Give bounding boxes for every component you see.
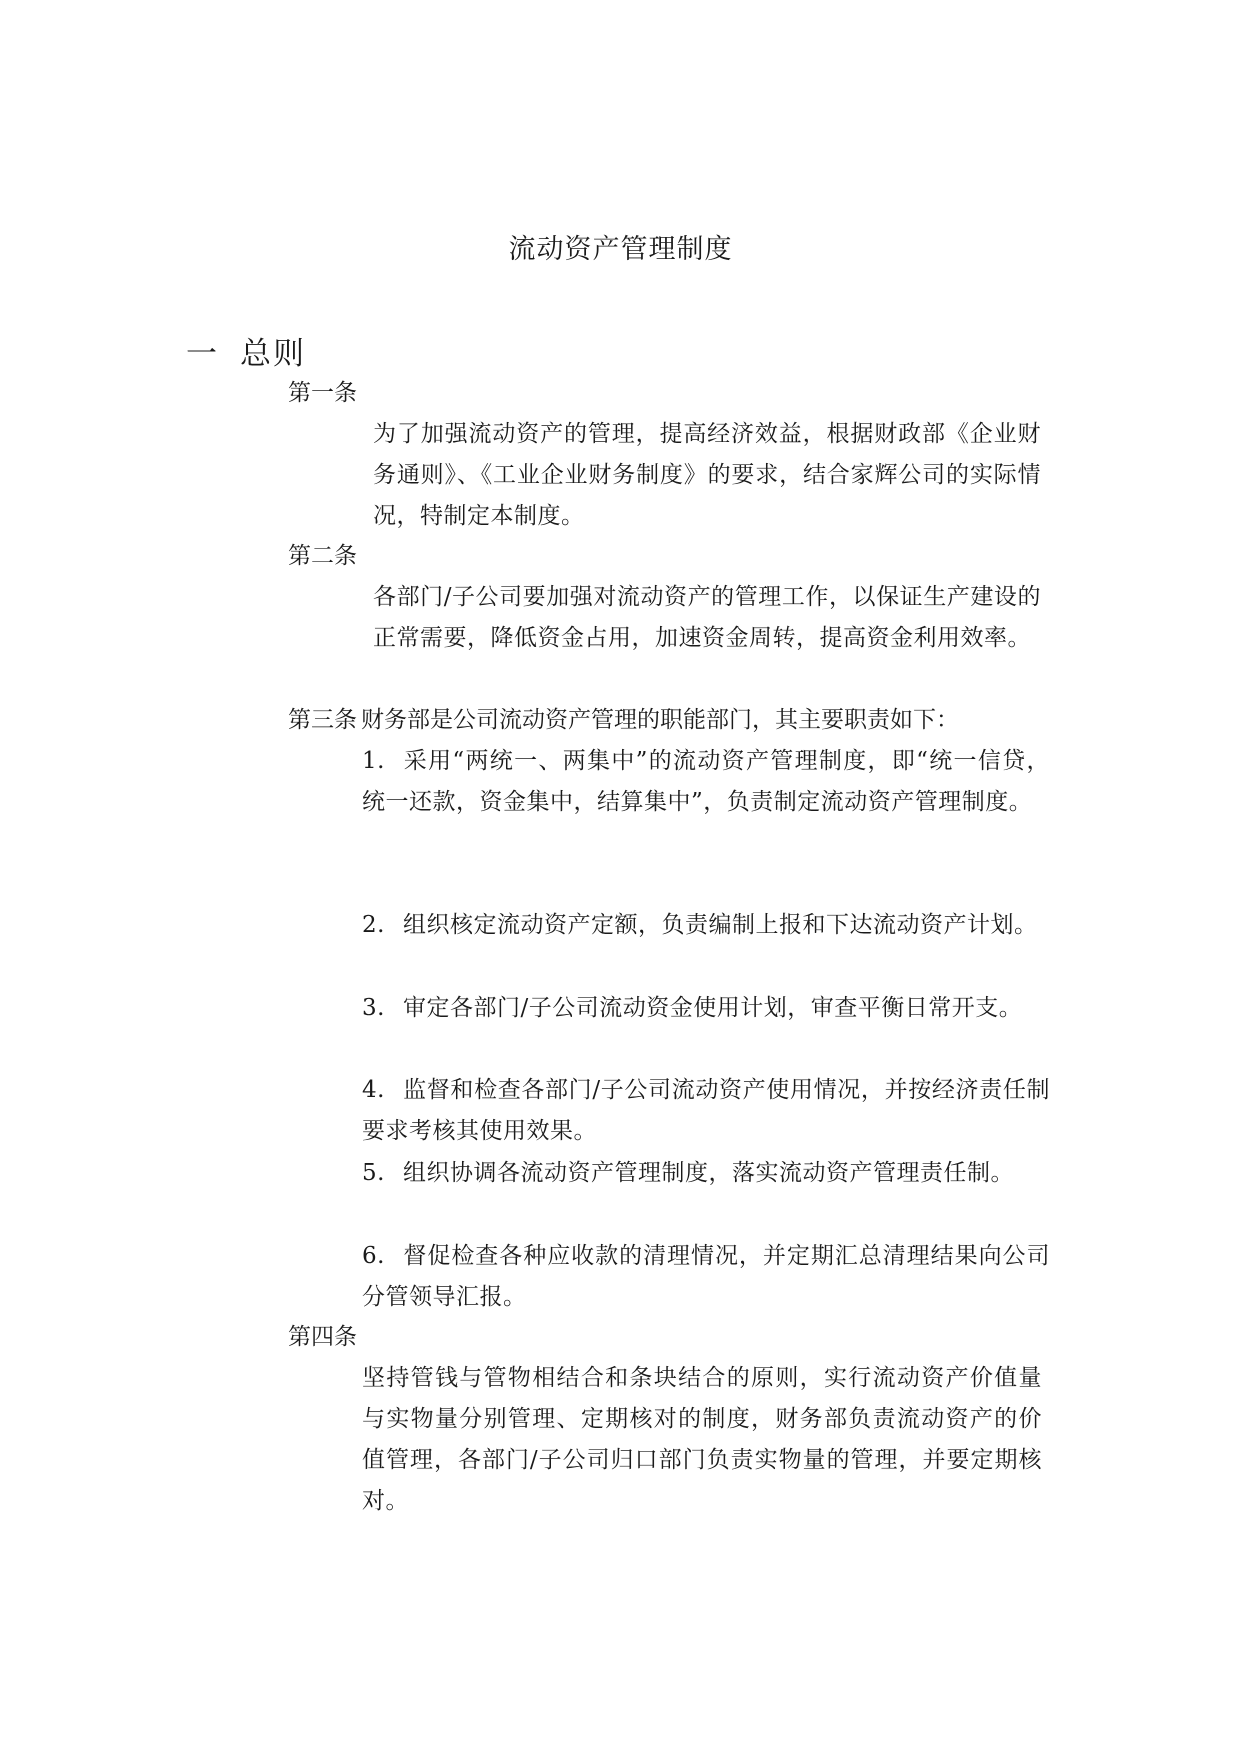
- list-item-number: 1.: [362, 748, 385, 774]
- list-item: [362, 741, 1050, 823]
- list-item: [362, 1153, 1050, 1194]
- list-item-text: 采用“两统一、两集中”的流动资产管理制度，即“统一信贷，统一还款，资金集中，结算集中”，负责制定流动资产管理制度。: [362, 748, 1050, 815]
- article-2-text: 各部门/子公司要加强对流动资产的管理工作，以保证生产建设的正常需要，降低资金占用，加速资金周转，提高资金利用效率。: [373, 584, 1041, 651]
- list-item-text: 组织核定流动资产定额，负责编制上报和下达流动资产计划。: [402, 912, 1038, 938]
- list-item-text: 监督和检查各部门/子公司流动资产使用情况，并按经济责任制要求考核其使用效果。: [362, 1077, 1050, 1144]
- article-3: [288, 700, 959, 740]
- article-3-label: 第三条: [288, 707, 357, 733]
- list-item-number: 2.: [362, 912, 385, 938]
- list-item-number: 3.: [362, 995, 385, 1021]
- list-item: [362, 1236, 1050, 1318]
- article-3-intro: 财务部是公司流动资产管理的职能部门，其主要职责如下：: [361, 707, 959, 733]
- list-item: [362, 905, 1050, 946]
- section-title: 总则: [240, 336, 306, 372]
- list-item-number: 6.: [362, 1243, 385, 1269]
- list-item-text: 审定各部门/子公司流动资金使用计划，审查平衡日常开支。: [402, 995, 1023, 1021]
- section-heading: [186, 332, 306, 376]
- section-number: 一: [186, 336, 219, 372]
- list-item: [362, 988, 1050, 1029]
- article-4-text: 坚持管钱与管物相结合和条块结合的原则，实行流动资产价值量与实物量分别管理、定期核对的制度，财务部负责流动资产的价值管理，各部门/子公司归口部门负责实物量的管理，并要定期核对。: [362, 1365, 1042, 1514]
- article-4-label: 第四条: [288, 1324, 357, 1350]
- list-item-number: 4.: [362, 1077, 385, 1103]
- article-2-label: 第二条: [288, 543, 357, 569]
- article-1-text: 为了加强流动资产的管理，提高经济效益，根据财政部《企业财务通则》、《工业企业财务制度》的要求，结合家辉公司的实际情况，特制定本制度。: [373, 421, 1041, 529]
- document-title: 流动资产管理制度: [508, 234, 733, 265]
- list-item-number: 5.: [362, 1160, 385, 1186]
- list-item: [362, 1070, 1050, 1152]
- list-item-text: 督促检查各种应收款的清理情况，并定期汇总清理结果向公司分管领导汇报。: [362, 1243, 1050, 1310]
- article-1-label: 第一条: [288, 380, 357, 406]
- list-item-text: 组织协调各流动资产管理制度，落实流动资产管理责任制。: [402, 1160, 1014, 1186]
